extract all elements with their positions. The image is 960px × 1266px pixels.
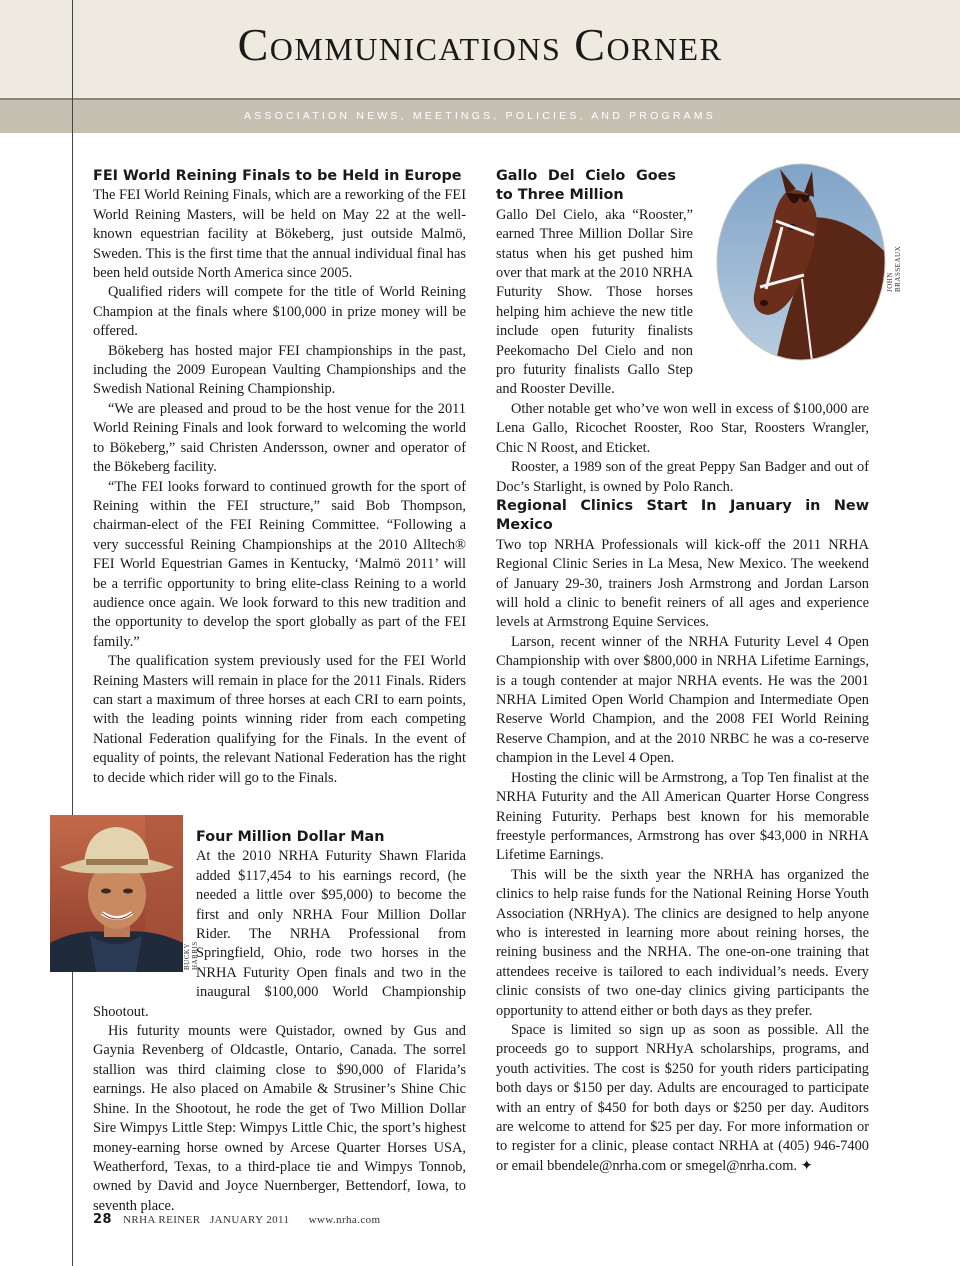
article-paragraph: Qualified riders will compete for the title of World Reining Champion at the finals where $100,000 in prize money will be offered. (93, 284, 466, 340)
website-link[interactable]: www.nrha.com (308, 1214, 381, 1226)
page-footer (93, 1212, 380, 1227)
issue-date: JANUARY 2011 (209, 1214, 290, 1226)
margin-rule (72, 0, 73, 1266)
photo-credit: JOHN BRASSEAUX (886, 245, 902, 292)
photo-cowboy (50, 815, 183, 972)
article-heading: FEI World Reining Finals to be Held in Europe (93, 168, 462, 184)
page-number: 28 (93, 1212, 112, 1227)
cowboy-portrait-image (50, 815, 183, 972)
page-title: Communications Corner (237, 19, 723, 70)
article-paragraph: Other notable get who’ve won well in excess of $100,000 are Lena Gallo, Ricochet Rooster, Roo Star, Roosters Wrangler, Chic N Roost, and Eticket. (496, 400, 869, 456)
article-heading: Four Million Dollar Man (196, 829, 385, 845)
article-paragraph: This will be the sixth year the NRHA has organized the clinics to help raise funds for the National Reining Horse Youth Association (NRHyA). The clinics are designed to help anyone who is interested in learning more about reining horses, the reining business and the NRHA. The one-on-one training that attendees receive is tailored to each individual’s needs. Every clinic consists of two one-day clinics giving participants the opportunity to attend either or both days as they prefer. (496, 866, 869, 1019)
article-clinics (496, 497, 869, 1176)
article-paragraph: His futurity mounts were Quistador, owned by Gus and Gaynia Revenberg of Oldcastle, Ontario, Canada. The sorrel stallion was third claiming close to $90,000 of Flarida’s earnings. He also placed on Amabile & Strusiner’s Shine Chic Shine. In the Shootout, he rode the get of Two Million Dollar Sire Wimpys Little Step: Wimpys Little Chic, the sport’s highest money-earning horse owned by Arcese Quarter Horses USA, Weatherford, Texas, to a third-place tie and Wimpys Tonnob, owned by David and Joyce Nuernberger, Bettendorf, Iowa, to seventh place. (93, 1023, 466, 1214)
article-paragraph: “The FEI looks forward to continued growth for the sport of Reining within the FEI structure,” said Bob Thompson, chairman-elect of the FEI Reining Committee. “Following a very successful Reining Championships at the 2010 Alltech® FEI World Equestrian Games in Kentucky, ‘Malmö 2011’ will be a terrific opportunity to bring elite-class Reining to a world audience once again. We look forward to this new tradition and the opportunity to develop the sport globally as part of the FEI family.” (93, 478, 466, 650)
article-fei (93, 167, 466, 788)
article-paragraph: The qualification system previously used for the FEI World Reining Masters will remain in place for the 2011 Finals. Riders can start a maximum of three horses at each CRI to earn points, with the leading points winning rider from each competing National Federation qualifying for the Finals. In the event of equality of points, the relevant National Federation has the right to decide which rider will go to the Finals. (93, 653, 466, 786)
article-paragraph: Space is limited so sign up as soon as possible. All the proceeds go to support NRHyA scholarships, programs, and youth activities. The cost is $250 for youth riders participating both days or $150 per day. Adults are encouraged to participate with an entry of $450 for both days or $250 per day. Auditors are welcome to attend for $25 per day. For more information or to register for a clinic, please contact NRHA at (405) 946-7400 or email bbendele@nrha.com or smegel@nrha.com. ✦ (496, 1021, 869, 1174)
horse-portrait-image (716, 163, 886, 361)
article-paragraph: Larson, recent winner of the NRHA Futurity Level 4 Open Championship with over $800,000 in NRHA Lifetime Earnings, is a tough contender at major NRHA events. He was the 2001 NRHA Limited Open World Champion and Intermediate Open Reserve World Champion, and the 2008 FEI World Reining Reserve Champion, and at the 2010 NRBC he was a co-reserve champion in the Level 4 Open. (496, 633, 869, 767)
page-subtitle: ASSOCIATION NEWS, MEETINGS, POLICIES, AND PROGRAMS (244, 110, 716, 122)
article-paragraph: Rooster, a 1989 son of the great Peppy San Badger and out of Doc’s Starlight, is owned by Polo Ranch. (496, 459, 869, 495)
article-paragraph: Gallo Del Cielo, aka “Rooster,” earned Three Million Dollar Sire status when his get pushed him over that mark at the 2010 NRHA Futurity Show. Those horses helping him achieve the new title include open futurity finalists Peekomacho Del Cielo and non pro futurity finalists Gallo Step and Rooster Deville. (496, 206, 693, 398)
article-paragraph: The FEI World Reining Finals, which are a reworking of the FEI World Reining Masters, will be held on May 22 at the well-known equestrian facility at Bökeberg, just outside Malmö, Sweden. This is the first time that the annual individual final has been held outside North America since 2005. (93, 187, 466, 282)
article-paragraph: “We are pleased and proud to be the host venue for the 2011 World Reining Finals and look forward to welcoming the world to Bökeberg,” said Christen Andersson, owner and operator of the Bökeberg facility. (93, 400, 466, 476)
photo-credit: BUCKY HARRIS (183, 941, 199, 970)
photo-horse (716, 163, 886, 361)
article-paragraph: At the 2010 NRHA Futurity Shawn Flarida added $117,454 to his earnings record, (he needed a little over $95,000) to become the first and only NRHA Four Million Dollar Rider. The NRHA Professional from Springfield, Ohio, rode two horses in the NRHA Futurity Open finals and two in the inaugural $100,000 World Championship Shootout. (93, 848, 466, 1020)
magazine-name: NRHA REINER (123, 1214, 201, 1226)
article-heading: Regional Clinics Start In January in New Mexico (496, 498, 869, 534)
article-paragraph: Hosting the clinic will be Armstrong, a Top Ten finalist at the NRHA Futurity and the All American Quarter Horse Congress Reining Futurity. Perhaps best known for his memorable freestyle performances, Armstrong has over $43,000 in NRHA Lifetime Earnings. (496, 769, 869, 864)
article-heading: Gallo Del Cielo Goes to Three Million (496, 168, 676, 204)
article-paragraph: Two top NRHA Professionals will kick-off the 2011 NRHA Regional Clinic Series in La Mesa, New Mexico. The weekend of January 29-30, trainers Josh Armstrong and Jordan Larson will hold a clinic to benefit reiners of all ages and experience levels at Armstrong Equine Services. (496, 536, 869, 631)
article-paragraph: Bökeberg has hosted major FEI championships in the past, including the 2009 European Vaulting Championships and the Swedish National Reining Championship. (93, 342, 466, 398)
